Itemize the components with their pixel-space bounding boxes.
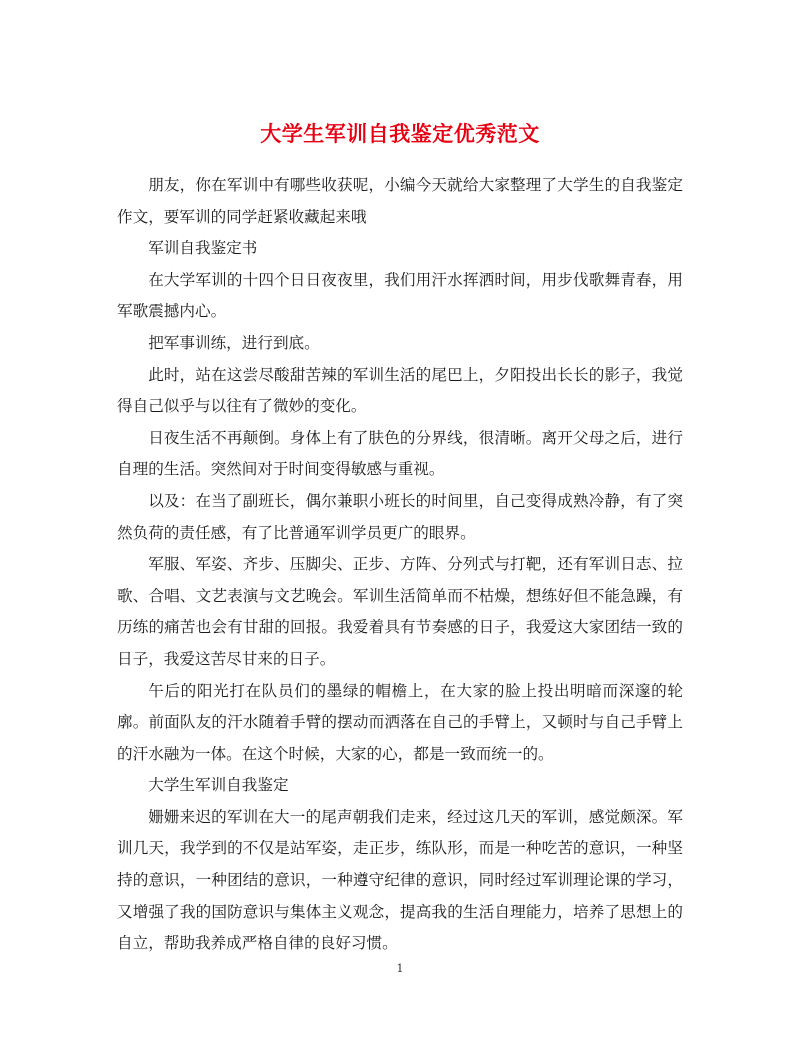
- paragraph-intro: 朋友，你在军训中有哪些收获呢，小编今天就给大家整理了大学生的自我鉴定作文，要军训的同学赶紧收藏起来哦: [117, 176, 683, 226]
- document-body: [117, 170, 683, 960]
- paragraph: 军服、军姿、齐步、压脚尖、正步、方阵、分列式与打靶，还有军训日志、拉歌、合唱、文艺表演与文艺晚会。军训生活简单而不枯燥，想练好但不能急躁，有历练的痛苦也会有甘甜的回报。我爱着具有节奏感的日子，我爱这大家团结一致的日子，我爱这苦尽甘来的日子。: [117, 555, 683, 668]
- section-heading-1: 军训自我鉴定书: [148, 239, 258, 258]
- paragraph: 姗姗来迟的军训在大一的尾声朝我们走来，经过这几天的军训，感觉颇深。军训几天，我学到的不仅是站军姿，走正步，练队形，而是一种吃苦的意识，一种坚持的意识，一种团结的意识，一种遵守纪律的意识，同时经过军训理论课的学习，又增强了我的国防意识与集体主义观念，提高我的生活自理能力，培养了思想上的自立，帮助我养成严格自律的良好习惯。: [117, 807, 683, 953]
- paragraph: 以及：在当了副班长，偶尔兼职小班长的时间里，自己变得成熟冷静，有了突然负荷的责任感，有了比普通军训学员更广的眼界。: [117, 491, 683, 542]
- paragraph: 日夜生活不再颠倒。身体上有了肤色的分界线，很清晰。离开父母之后，进行自理的生活。突然间对于时间变得敏感与重视。: [117, 428, 683, 479]
- page-number: 1: [396, 962, 404, 975]
- document-title: 大学生军训自我鉴定优秀范文: [260, 121, 540, 147]
- paragraph: 午后的阳光打在队员们的墨绿的帽檐上，在大家的脸上投出明暗而深邃的轮廓。前面队友的汗水随着手臂的摆动而洒落在自己的手臂上，又顿时与自己手臂上的汗水融为一体。在这个时候，大家的心，都是一致而统一的。: [117, 681, 683, 763]
- paragraph: 把军事训练，进行到底。: [148, 333, 320, 352]
- paragraph: 在大学军训的十四个日日夜夜里，我们用汗水挥洒时间，用步伐歌舞青春，用军歌震撼内心。: [117, 270, 683, 321]
- section-heading-2: 大学生军训自我鉴定: [148, 776, 289, 795]
- paragraph: 此时，站在这尝尽酸甜苦辣的军训生活的尾巴上，夕阳投出长长的影子，我觉得自己似乎与以往有了微妙的变化。: [117, 365, 683, 416]
